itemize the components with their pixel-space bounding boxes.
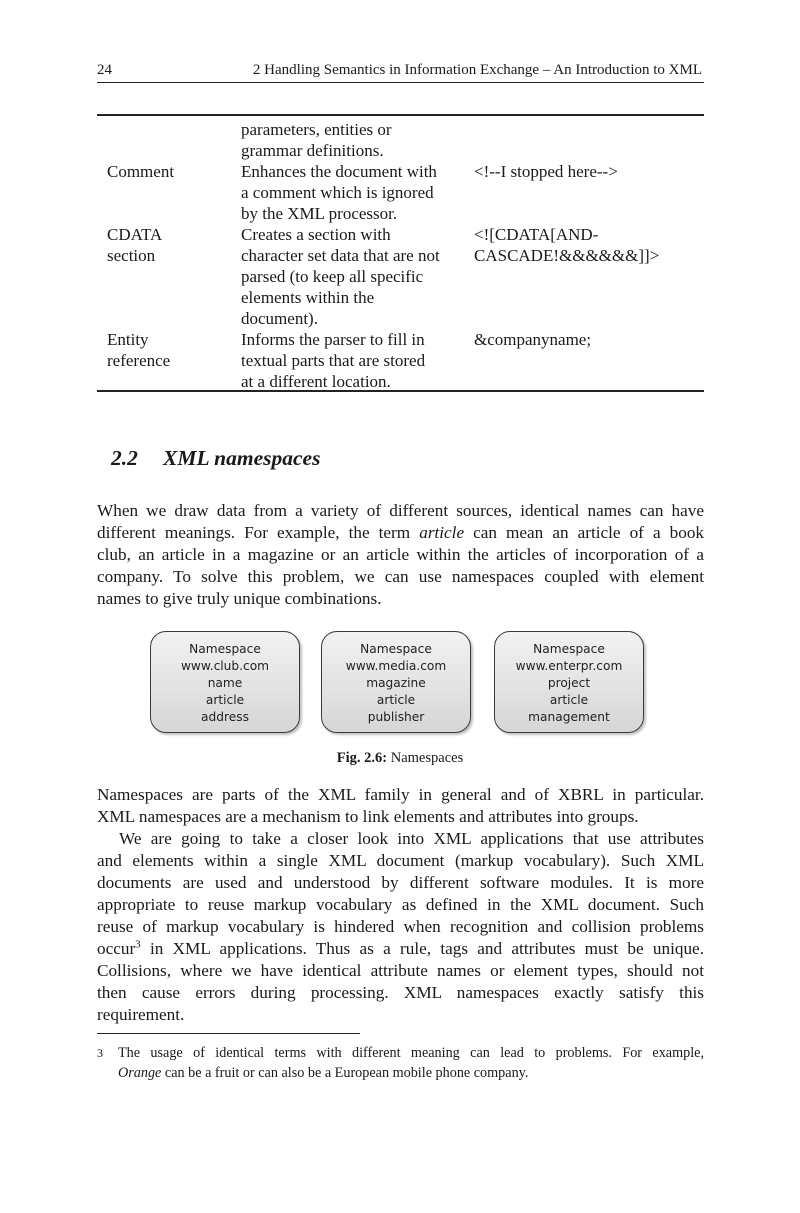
- namespace-box: Namespace www.club.com name article address: [150, 631, 300, 733]
- namespace-box: Namespace www.media.com magazine article publisher: [321, 631, 471, 733]
- figure-caption: Fig. 2.6: Namespaces: [336, 750, 464, 766]
- markup-table: [97, 114, 704, 392]
- table-row-example: <![CDATA[AND- CASCADE!&&&&&&]]>: [474, 225, 660, 265]
- emphasis-article: article: [419, 523, 465, 542]
- table-row-term: Comment: [107, 162, 175, 181]
- footnote-ref: 3: [135, 938, 141, 951]
- paragraph-intro: When we draw data from a variety of different sources, identical names can have different meanings. For example, the term article can mean an article of a book club, an article in a magazine or an article within the articles of incorporation of a company. To solve this problem, we can use namespaces coupled with element names to give truly unique combinations.: [97, 501, 705, 608]
- table-row-description: Informs the parser to fill in textual parts that are stored at a different location.: [241, 330, 426, 391]
- section-number: 2.2: [111, 446, 138, 470]
- table-row-description: Creates a section with character set data that are not parsed (to keep all specific elements within the document).: [241, 225, 440, 328]
- running-title: 2 Handling Semantics in Information Exchange – An Introduction to XML: [252, 62, 702, 78]
- table-row-example: <!--I stopped here-->: [474, 162, 618, 181]
- table-row-example: &companyname;: [474, 330, 592, 349]
- table-continuation: parameters, entities or grammar definitions.: [241, 120, 392, 160]
- footnote-divider: [97, 1033, 360, 1034]
- figure-label: Fig. 2.6:: [336, 750, 388, 766]
- section-heading: [111, 446, 320, 471]
- table-row-description: Enhances the document with a comment which is ignored by the XML processor.: [241, 162, 437, 223]
- page-number: 24: [97, 62, 112, 78]
- footnote: 3 The usage of identical terms with different meaning can lead to problems. For example, Orange can be a fruit or can also be a European mobile phone company.: [97, 1045, 704, 1081]
- table-row-term: CDATA section: [107, 225, 163, 265]
- section-title: XML namespaces: [163, 446, 321, 470]
- paragraph-namespaces: Namespaces are parts of the XML family in general and of XBRL in particular. XML namespaces are a mechanism to link elements and attributes into groups.: [97, 785, 704, 826]
- table-row-term: Entity reference: [107, 330, 171, 370]
- paragraph-collisions: We are going to take a closer look into XML applications that use attributes and elements within a single XML document (markup vocabulary). Such XML documents are used and understood by different software modules. It is more appropriate to reuse markup vocabulary as defined in the XML document. Such reuse of markup vocabulary is hindered when recognition and collision problems occur$^3$ in XML applications. Thus as a rule, tags and attributes must be unique. Collisions, where we have identical attribute names or element types, should not then cause errors during processing. XML namespaces exactly satisfy this requirement.: [97, 829, 704, 1024]
- namespace-box: Namespace www.enterpr.com project article management: [494, 631, 644, 733]
- footnote-number: 3: [97, 1046, 103, 1060]
- running-header: [97, 60, 704, 83]
